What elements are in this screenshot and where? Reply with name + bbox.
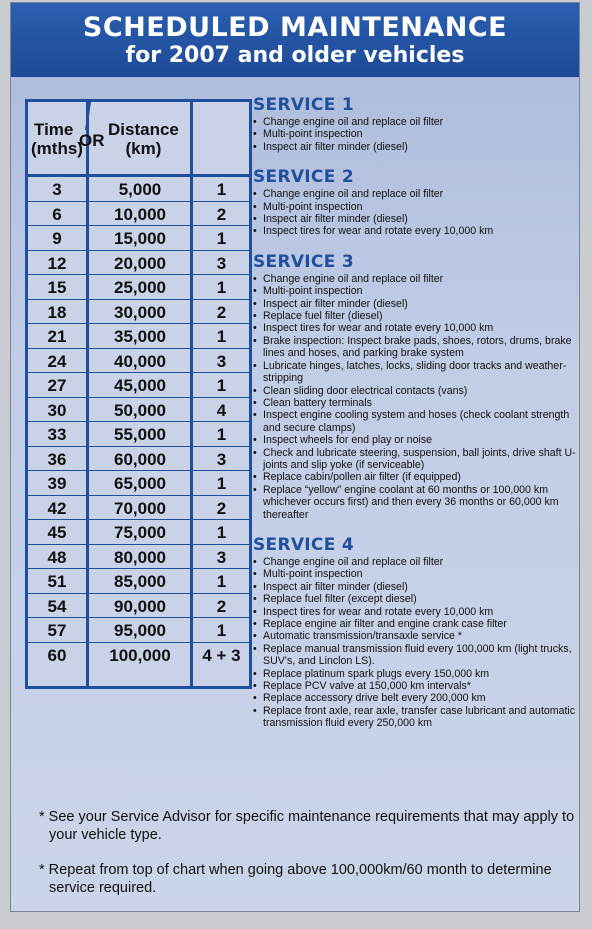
service-item: • Lubricate hinges, latches, locks, sliding door tracks and weather-stripping: [253, 360, 579, 385]
service-item: • Replace fuel filter (except diesel): [253, 593, 579, 605]
row-time: 57: [47, 621, 67, 640]
row-service: 2: [216, 498, 227, 518]
table-row: [28, 349, 249, 374]
service-item: • Check and lubricate steering, suspension, ball joints, drive shaft U-joints and slip yoke (if serviceable): [253, 447, 579, 472]
service-item: • Multi-point inspection: [253, 285, 579, 297]
row-distance: 10,000: [114, 204, 166, 224]
schedule-table: [25, 99, 252, 689]
service-item: • Replace “yellow” engine coolant at 60 months or 100,000 km whichever occurs first) and then every 36 months or 60,000 km thereafter: [253, 484, 579, 521]
service-item: • Replace platinum spark plugs every 150,000 km: [253, 668, 579, 680]
row-distance: 95,000: [114, 621, 166, 640]
service-item: • Inspect tires for wear and rotate every 10,000 km: [253, 322, 579, 334]
header-distance-unit: (km): [125, 139, 162, 158]
service-items: [253, 556, 579, 730]
services-list: [253, 95, 579, 744]
service-item: • Inspect air filter minder (diesel): [253, 298, 579, 310]
service-item: • Multi-point inspection: [253, 201, 579, 213]
page-title: SCHEDULED MAINTENANCE: [82, 12, 508, 43]
service-item: • Change engine oil and replace oil filter: [253, 116, 579, 128]
service-item: • Multi-point inspection: [253, 568, 579, 580]
table-row: [28, 569, 249, 594]
table-row: [28, 520, 249, 545]
row-service: 2: [216, 204, 227, 224]
row-distance: 35,000: [114, 327, 166, 346]
table-row: [28, 545, 249, 570]
table-header: [28, 102, 249, 177]
row-service: 4: [216, 400, 227, 420]
row-service: 4 + 3: [202, 645, 241, 665]
table-row: [28, 496, 249, 521]
row-distance: 20,000: [114, 253, 166, 273]
row-time: 21: [47, 327, 67, 346]
row-time: 36: [47, 449, 67, 469]
row-service: 1: [216, 327, 227, 346]
header-time-unit: (mths): [31, 139, 83, 158]
service-item: • Change engine oil and replace oil filter: [253, 273, 579, 285]
service-item: • Replace cabin/pollen air filter (if equipped): [253, 471, 579, 483]
row-time: 39: [47, 474, 67, 493]
row-service: 1: [216, 278, 227, 297]
footnote: * See your Service Advisor for specific maintenance requirements that may apply to your vehicle type.: [39, 809, 575, 843]
row-service: 2: [216, 302, 227, 322]
row-distance: 15,000: [114, 229, 166, 248]
row-time: 42: [47, 498, 67, 518]
row-service: 1: [216, 376, 227, 395]
row-time: 27: [47, 376, 67, 395]
table-row: [28, 422, 249, 447]
service-items: [253, 188, 579, 238]
row-distance: 85,000: [114, 572, 166, 591]
row-service: 1: [216, 572, 227, 591]
table-row: [28, 226, 249, 251]
table-row: [28, 471, 249, 496]
table-row: [28, 618, 249, 643]
service-item: • Replace accessory drive belt every 200,000 km: [253, 692, 579, 704]
service-item: • Replace manual transmission fluid every 100,000 km (light trucks, SUV’s, and Linclon LS).: [253, 643, 579, 668]
service-section: [253, 252, 579, 521]
row-time: 9: [52, 229, 62, 248]
row-service: 1: [216, 180, 227, 199]
row-distance: 75,000: [114, 523, 166, 542]
table-row: [28, 251, 249, 276]
maintenance-card: [10, 2, 580, 912]
table-row: [28, 275, 249, 300]
service-section: [253, 167, 579, 238]
service-item: • Inspect tires for wear and rotate every 10,000 km: [253, 225, 579, 237]
table-row: [28, 594, 249, 619]
service-item: • Inspect air filter minder (diesel): [253, 213, 579, 225]
service-title: SERVICE 1: [253, 95, 354, 115]
table-row: [28, 177, 249, 202]
row-time: 33: [47, 425, 67, 444]
row-distance: 50,000: [114, 400, 166, 420]
row-time: 3: [52, 180, 62, 199]
service-items: [253, 273, 579, 521]
service-item: • Inspect wheels for end play or noise: [253, 434, 579, 446]
row-distance: 30,000: [114, 302, 166, 322]
row-service: 1: [216, 523, 227, 542]
row-service: 2: [216, 596, 227, 616]
table-row: [28, 300, 249, 325]
row-distance: 45,000: [114, 376, 166, 395]
row-time: 48: [47, 547, 67, 567]
row-service: 3: [216, 351, 227, 371]
row-time: 24: [47, 351, 67, 371]
service-section: [253, 535, 579, 730]
table-row: [28, 398, 249, 423]
row-time: 6: [52, 204, 62, 224]
service-item: • Clean battery terminals: [253, 397, 579, 409]
row-service: 1: [216, 621, 227, 640]
row-time: 60: [47, 645, 67, 665]
service-title: SERVICE 2: [253, 167, 354, 188]
row-service: 1: [216, 229, 227, 248]
row-distance: 65,000: [114, 474, 166, 493]
row-time: 45: [47, 523, 67, 542]
row-service: 3: [216, 547, 227, 567]
row-distance: 40,000: [114, 351, 166, 371]
page-subtitle: for 2007 and older vehicles: [125, 43, 465, 68]
row-distance: 55,000: [114, 425, 166, 444]
table-row: [28, 324, 249, 349]
header-or: OR: [79, 131, 105, 150]
service-title: SERVICE 3: [253, 251, 354, 272]
row-distance: 80,000: [114, 547, 166, 567]
footnote: * Repeat from top of chart when going above 100,000km/60 month to determine service required.: [39, 862, 552, 896]
table-row: [28, 447, 249, 472]
row-time: 30: [47, 400, 67, 420]
service-item: • Replace front axle, rear axle, transfer case lubricant and automatic transmission fluid every 250,000 km: [253, 705, 579, 730]
row-distance: 25,000: [114, 278, 166, 297]
header-time: [31, 120, 83, 158]
row-distance: 70,000: [114, 498, 166, 518]
service-title: SERVICE 4: [253, 534, 354, 555]
table-body: [28, 177, 249, 666]
service-item: • Change engine oil and replace oil filter: [253, 188, 579, 200]
row-service: 1: [216, 425, 227, 444]
row-distance: 5,000: [118, 180, 162, 199]
service-item: • Automatic transmission/transaxle service *: [253, 630, 579, 642]
row-distance: 100,000: [109, 645, 171, 665]
row-time: 15: [47, 278, 67, 297]
table-row: [28, 373, 249, 398]
row-distance: 90,000: [114, 596, 166, 616]
row-service: 3: [216, 449, 227, 469]
header-banner: [11, 3, 579, 77]
service-section: [253, 95, 579, 153]
footnotes: [39, 808, 579, 914]
service-item: • Inspect air filter minder (diesel): [253, 581, 579, 593]
table-row: [28, 202, 249, 227]
service-item: • Inspect tires for wear and rotate every 10,000 km: [253, 606, 579, 618]
header-time-label: Time: [34, 120, 74, 139]
service-item: • Brake inspection: Inspect brake pads, shoes, rotors, drums, brake lines and hoses, and parking brake system: [253, 335, 579, 360]
service-item: • Multi-point inspection: [253, 128, 579, 140]
header-slash: [85, 102, 91, 130]
row-time: 54: [47, 596, 67, 616]
service-item: • Replace fuel filter (diesel): [253, 310, 579, 322]
service-item: • Inspect engine cooling system and hoses (check coolant strength and secure clamps): [253, 409, 579, 434]
row-time: 51: [47, 572, 67, 591]
row-time: 18: [47, 302, 67, 322]
service-item: • Replace PCV valve at 150,000 km intervals*: [253, 680, 579, 692]
row-distance: 60,000: [114, 449, 166, 469]
row-service: 1: [216, 474, 227, 493]
service-item: • Inspect air filter minder (diesel): [253, 141, 579, 153]
service-item: • Change engine oil and replace oil filter: [253, 556, 579, 568]
table-row: [28, 643, 249, 667]
service-items: [253, 116, 579, 153]
service-item: • Replace engine air filter and engine crank case filter: [253, 618, 579, 630]
service-item: • Clean sliding door electrical contacts (vans): [253, 385, 579, 397]
row-service: 3: [216, 253, 227, 273]
header-distance: [108, 120, 179, 158]
row-time: 12: [47, 253, 67, 273]
header-distance-label: Distance: [108, 120, 179, 139]
